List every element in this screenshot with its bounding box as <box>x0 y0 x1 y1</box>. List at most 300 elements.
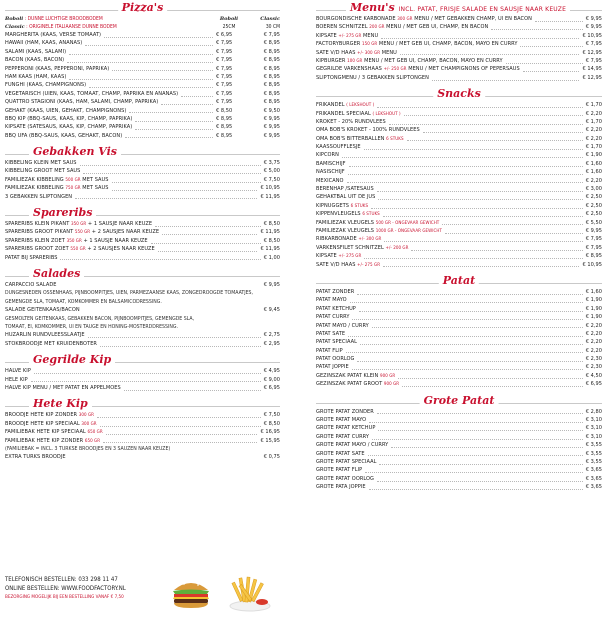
price-classic: € 9,95 <box>263 124 280 131</box>
leader-dots <box>398 378 583 379</box>
menu-row <box>5 115 280 123</box>
leader-dots <box>31 381 261 382</box>
item-price: € 11,95 <box>260 229 280 236</box>
item-price: € 1,70 <box>585 102 602 109</box>
leader-dots <box>80 165 261 166</box>
item-name <box>316 408 374 416</box>
menu-row <box>316 57 602 65</box>
grotepatat-list <box>316 408 602 492</box>
menu-row <box>316 363 602 371</box>
item-weight: +/- 275 GR <box>338 254 362 260</box>
leader-dots <box>89 87 213 88</box>
item-price: € 15,95 <box>260 437 280 444</box>
item-name-text: HELE KIP <box>5 376 28 383</box>
item-name <box>316 475 374 483</box>
leader-dots <box>100 346 261 347</box>
item-price: € 3,55 <box>585 442 602 449</box>
item-name-text: BACON (KAAS, BACON) <box>5 57 65 64</box>
item-name-text: FAMILIEBAK HETE KIP ZONDER <box>5 437 84 444</box>
leader-dots <box>378 430 583 431</box>
item-price: € 2,20 <box>585 322 602 329</box>
item-name-text: NASISCHIJF <box>316 169 345 176</box>
item-name-suffix: MENU <box>381 49 397 56</box>
item-name-text: BBQ KIP (BBQ-SAUS, KAAS, KIP, CHAMP, PAPRIKA) <box>5 115 133 122</box>
price-classic: € 8,95 <box>263 57 280 64</box>
item-name <box>316 466 362 474</box>
leader-dots <box>342 157 583 158</box>
hetekip-section <box>5 397 280 461</box>
item-name-text: HAM KAAS (HAM, KAAS) <box>5 73 67 80</box>
leader-dots <box>85 45 213 46</box>
item-price: € 2,80 <box>585 408 602 415</box>
item-price: € 12,95 <box>582 49 602 56</box>
phone-order: TELEFONISCH BESTELLEN: 033 298 11 47 <box>5 576 118 583</box>
item-name <box>5 193 72 201</box>
item-name-text: KIPSATE <box>316 253 337 260</box>
price-classic: € 8,95 <box>263 99 280 106</box>
item-name: CARPACCIO SALADE <box>5 281 57 288</box>
item-name <box>316 433 369 441</box>
menu-row <box>316 355 602 363</box>
item-name-suffix: + 2 SAUSJES NAAR KEUZE <box>91 229 160 236</box>
item-name <box>316 151 339 159</box>
menu-row <box>316 252 602 260</box>
price-classic: € 7,95 <box>263 32 280 38</box>
item-price: € 2,20 <box>585 339 602 346</box>
item-name <box>5 56 64 64</box>
item-weight: 6 STUKS <box>386 136 404 142</box>
item-price: € 9,95 <box>585 24 602 31</box>
menu-row <box>316 219 602 227</box>
item-price: € 4,95 <box>263 368 280 375</box>
col-boboli-name: Boboli <box>219 16 239 22</box>
item-name-text: BOEREN SCHNITZEL <box>316 24 368 31</box>
item-name-text: KIPNUGGETS <box>316 202 350 209</box>
item-name <box>316 143 361 151</box>
item-name-suffix: MET SAUS <box>82 176 109 183</box>
item-weight: +/- 275 GR <box>357 262 381 268</box>
item-price: € 2,30 <box>585 356 602 363</box>
item-price: € 2,95 <box>263 340 280 347</box>
geitenkaas-desc-2: TOMAAT, EI, KOMKOMMER, UI EN TAUGE EN HONING-MOSTERDDRESSING. <box>5 323 178 330</box>
menu-row <box>316 416 602 424</box>
menu-row <box>5 184 280 192</box>
leader-dots <box>112 190 257 191</box>
item-weight: 6 STUKS <box>362 212 380 218</box>
menu-row <box>316 261 602 269</box>
leader-dots <box>88 337 261 338</box>
leader-dots <box>377 413 583 414</box>
menu-row <box>5 245 280 253</box>
leader-dots <box>365 472 583 473</box>
item-name <box>5 123 132 131</box>
leader-dots <box>124 390 261 391</box>
leader-dots <box>135 129 213 130</box>
leader-dots <box>377 107 583 108</box>
hetekip-header <box>5 397 280 411</box>
item-name-suffix: + 1 SAUSJE NAAR KEUZE <box>83 237 148 244</box>
item-name-text: RIBKARBONADE <box>316 236 357 243</box>
leader-dots <box>369 489 583 490</box>
menu-row <box>316 475 602 483</box>
leader-dots <box>404 115 583 116</box>
item-weight: 900 GR <box>383 382 400 388</box>
leader-dots <box>348 336 583 337</box>
item-name <box>5 376 28 384</box>
item-name-text: BROODJE HETE KIP SPECIAAL <box>5 420 80 427</box>
item-name-text: MEXICANO <box>316 177 344 184</box>
menu-row <box>316 135 602 143</box>
menu-row <box>316 305 602 313</box>
item-name-text: GEZINSZAK PATAT GROOT <box>316 381 383 388</box>
item-name-text: GROTE PATAT MAYO <box>316 417 367 424</box>
col-classic-name: Classic <box>260 16 280 22</box>
menu-row <box>5 281 280 289</box>
vis-list <box>5 159 280 201</box>
item-name-text: HALVE KIP MENU / MET PATAT EN APPELMOES <box>5 384 121 391</box>
item-name-text: FUNGHI (KAAS, CHAMPIGNONS) <box>5 82 87 89</box>
vis-section <box>5 145 280 201</box>
item-price: € 2,20 <box>585 135 602 142</box>
item-name-text: PATAT SPECIAAL <box>316 339 357 346</box>
item-price: € 3,65 <box>585 467 602 474</box>
item-name-text: PEPPERONI (KAAS, PEPPERONI, PAPRIKA) <box>5 65 110 72</box>
item-price: € 10,95 <box>582 32 602 39</box>
item-weight: 500 GR <box>65 177 81 183</box>
kip-title: Gegrilde Kip <box>29 353 115 367</box>
item-name-text: PATAT KETCHUP <box>316 305 356 312</box>
menu-row <box>5 159 280 167</box>
leader-dots <box>346 352 583 353</box>
item-price: € 11,95 <box>260 246 280 253</box>
contact-info <box>5 575 126 602</box>
leader-dots <box>67 62 213 63</box>
item-weight: ( LEKSHOUT ) <box>346 103 375 109</box>
menu-row <box>316 23 602 31</box>
item-price: € 16,95 <box>260 429 280 436</box>
item-name-text: FRIKANDEL SPECIAAL <box>316 110 371 117</box>
item-name <box>316 177 344 185</box>
item-name <box>316 193 375 201</box>
pizza-section <box>5 1 280 140</box>
item-weight: 6 STUKS <box>350 203 369 209</box>
item-price: € 1,90 <box>585 314 602 321</box>
price-classic: € 8,95 <box>263 90 280 97</box>
item-name-suffix: MENU / MET GEBAKKEN CHAMP, UI EN BACON <box>414 16 532 22</box>
col-boboli-size: 25CM <box>222 24 236 30</box>
item-name <box>5 132 122 140</box>
menu-row <box>316 210 602 218</box>
item-price: € 11,95 <box>260 193 280 200</box>
spareribs-title: Spareribs <box>29 206 96 220</box>
menu-row <box>316 244 602 252</box>
leader-dots <box>125 137 213 138</box>
kip-header <box>5 353 280 367</box>
item-name <box>5 254 57 262</box>
menu-row <box>5 340 280 348</box>
item-name: EXTRA TURKS BROODJE <box>5 454 66 461</box>
item-name <box>316 458 376 466</box>
leader-dots <box>69 79 213 80</box>
menu-row <box>5 176 280 184</box>
leader-dots <box>407 140 583 141</box>
price-classic: € 9,95 <box>263 132 280 139</box>
menu-row <box>316 466 602 474</box>
leader-dots <box>181 96 213 97</box>
col-classic-size: 30 CM <box>265 24 280 30</box>
item-name-text: KIPSATE <box>316 32 337 39</box>
leader-dots <box>381 38 579 39</box>
menus-subtitle: INCL. PATAT, FRISJE SALADE EN SAUSJE NAAR KEUZE <box>398 6 567 13</box>
left-column <box>5 0 280 462</box>
item-name-text: GEHAKT (KAAS, UIEN, GEHAKT, CHAMPIGNONS) <box>5 107 127 114</box>
menu-row <box>5 367 280 375</box>
item-price: € 1,60 <box>585 169 602 176</box>
menu-row <box>316 185 602 193</box>
item-price: € 1,90 <box>585 297 602 304</box>
price-classic: € 9,95 <box>263 115 280 122</box>
leader-dots <box>371 208 583 209</box>
leader-dots <box>112 182 261 183</box>
item-name <box>316 185 374 193</box>
menu-row <box>316 372 602 380</box>
item-name-text: GROTE PATAT CURRY <box>316 433 369 440</box>
menu-row <box>316 424 602 432</box>
item-name-text: GROTE PATA JOPPIE <box>316 484 366 491</box>
item-weight: +/- 200 GR <box>385 245 409 251</box>
item-price: € 7,95 <box>585 244 602 251</box>
item-name-text: PATAT SATE <box>316 330 346 337</box>
leader-dots <box>411 250 583 251</box>
snacks-header <box>316 87 602 101</box>
item-name <box>316 347 343 355</box>
item-price: € 7,50 <box>263 176 280 183</box>
menu-row <box>5 453 280 461</box>
item-name <box>316 363 349 371</box>
item-price: € 3,65 <box>585 484 602 491</box>
price-boboli: € 8,95 <box>216 115 233 122</box>
legend-bodem-text: : DUNNE LUCHTIGE BROODBODEM <box>24 16 103 22</box>
salades-section <box>5 267 280 348</box>
menu-row <box>5 384 280 392</box>
item-name <box>316 261 380 270</box>
item-price: € 3,75 <box>263 160 280 167</box>
leader-dots <box>349 166 583 167</box>
leader-dots <box>106 434 257 435</box>
item-name-text: PATAT JOPPIE <box>316 364 349 371</box>
item-name-text: BERENHAP /SATESAUS <box>316 186 374 193</box>
item-price: € 1,70 <box>585 144 602 151</box>
item-weight: ( LEKSHOUT ) <box>372 111 401 117</box>
item-name <box>316 160 346 168</box>
item-price: € 2,20 <box>585 330 602 337</box>
item-name-text: HALVE KIP <box>5 368 31 375</box>
item-weight: 1000 GR - ONGEVAAR GEWICHT <box>375 228 442 234</box>
item-name <box>316 313 349 321</box>
item-name <box>5 331 85 339</box>
leader-dots <box>491 29 583 30</box>
item-name-text: BOURGONDISCHE KARBONADE <box>316 16 396 22</box>
leader-dots <box>364 258 583 259</box>
item-price: € 9,95 <box>585 227 602 234</box>
grotepatat-header <box>316 394 602 408</box>
leader-dots <box>359 311 583 312</box>
leader-dots <box>377 191 583 192</box>
item-weight: 750 GR <box>65 186 81 192</box>
menu-row <box>5 107 280 115</box>
menu-row <box>316 177 602 185</box>
item-name-text: FAMILIEZAK KIBBELING <box>5 176 64 183</box>
item-price: € 1,60 <box>585 160 602 167</box>
menu-row <box>316 193 602 201</box>
delivery-note: BEZORGING MOGELIJK BIJ EEN BESTELLING VANAF € 7,50 <box>5 595 124 600</box>
leader-dots <box>520 46 583 47</box>
menu-row <box>5 132 280 140</box>
item-name <box>316 441 388 449</box>
menu-row <box>316 235 602 243</box>
geitenkaas-desc-1: GESMOLTEN GEITENKAAS, GEBAKKEN BACON, PIJNBOOMPITJES, GEMENGDE SLA, <box>5 315 195 322</box>
leader-dots <box>112 70 213 71</box>
item-name-suffix: MENU / MET GEB UI, CHAMP, EN BACON <box>386 24 489 31</box>
item-name-suffix: MENU / MET GEB UI, CHAMP, BACON, MAYO EN CURRY <box>364 57 503 64</box>
leader-dots <box>103 442 257 443</box>
item-name-text: GEZINSZAK PATAT KLEIN <box>316 372 379 379</box>
item-weight: 150 GR <box>362 42 378 48</box>
menu-row <box>316 322 602 330</box>
menu-row <box>5 376 280 384</box>
carpaccio-desc-1: DUNGESNEDEN OSSENHAAS, PIJNBOOMPITJES, UIEN, PARMEZAANSE KAAS, ZONGEDROOGDE TOMAATJES, <box>5 290 253 297</box>
price-boboli: € 8,95 <box>216 124 233 131</box>
salades-header <box>5 267 280 281</box>
item-name-text: SPARERIBS GROOT PIKANT <box>5 229 74 236</box>
item-price: € 10,95 <box>582 261 602 268</box>
item-name <box>316 126 420 134</box>
item-name-text: GROTE PATAT ZONDER <box>316 408 374 415</box>
item-price: € 3,55 <box>585 450 602 457</box>
menu-row <box>316 450 602 458</box>
leader-dots <box>445 233 583 234</box>
item-name <box>5 39 82 47</box>
item-name-text: SALAMI (KAAS, SALAMI) <box>5 48 67 55</box>
fries-image <box>226 572 272 612</box>
online-order[interactable]: ONLINE BESTELLEN: WWW.FOODFACTORY.NL <box>5 585 126 592</box>
item-name-text: PATAT MAYO <box>316 297 347 304</box>
item-name-text: BROODJE HETE KIP ZONDER <box>5 412 78 419</box>
item-weight: 200 GR <box>369 25 385 31</box>
item-name-text: OMA BOB'S BITTERBALLEN <box>316 135 385 142</box>
item-name-text: PATAT OORLOG <box>316 356 355 363</box>
item-name-text: QUATTRO STAGIONI (KAAS, HAM, SALAMI, CHAMP, PAPRIKA) <box>5 99 159 106</box>
item-name <box>316 305 356 313</box>
item-name-suffix: MENU / MET CHAMPIGNONS OF PEPERSAUS <box>408 66 520 73</box>
leader-dots <box>357 294 583 295</box>
price-classic: € 8,95 <box>263 82 280 89</box>
item-name-text: SPARERIBS KLEIN ZOET <box>5 237 65 244</box>
item-price: € 3,10 <box>585 425 602 432</box>
item-name <box>5 167 80 175</box>
menu-row <box>316 380 602 388</box>
menu-row <box>316 288 602 296</box>
price-boboli: € 8,95 <box>216 132 233 139</box>
menu-row <box>316 151 602 159</box>
price-boboli: € 7,95 <box>216 73 233 80</box>
leader-dots <box>379 464 583 465</box>
item-name <box>5 65 109 73</box>
leader-dots <box>60 259 261 260</box>
item-name-text: PATAT CURRY <box>316 314 350 321</box>
pizza-legend <box>5 15 117 31</box>
item-name-text: FAMILIEBAK HETE KIP SPECIAAL <box>5 429 86 436</box>
menu-row <box>316 441 602 449</box>
item-name-text: GROTE PATAT SATE <box>316 450 365 457</box>
item-name <box>316 288 354 296</box>
item-price: € 9,45 <box>263 307 280 314</box>
item-name <box>5 367 31 375</box>
item-name <box>5 73 66 81</box>
leader-dots <box>383 266 579 267</box>
leader-dots <box>34 373 261 374</box>
item-name-text: GEGRILDE VARKENSHAAS <box>316 66 382 73</box>
pizza-title: Pizza's <box>118 1 168 15</box>
item-weight: +/- 300 GR <box>358 237 382 243</box>
item-name-text: GROTE PATAT SPECIAAL <box>316 458 377 465</box>
leader-dots <box>369 422 583 423</box>
item-name-text: KAASSOUFFLESJE <box>316 144 361 151</box>
item-name <box>316 355 354 363</box>
item-price: € 6,95 <box>263 384 280 391</box>
item-weight: +/- 300 GR <box>357 50 381 56</box>
leader-dots <box>104 37 213 38</box>
leader-dots <box>384 241 583 242</box>
item-name <box>316 322 369 330</box>
item-name <box>5 340 97 348</box>
menu-row <box>316 458 602 466</box>
spareribs-section <box>5 206 280 262</box>
leader-dots <box>352 369 583 370</box>
item-name <box>316 380 399 389</box>
leader-dots <box>423 132 583 133</box>
menus-section <box>316 1 602 82</box>
snacks-title: Snacks <box>433 87 485 101</box>
item-name <box>316 74 429 82</box>
item-weight: 100 GR <box>347 58 363 64</box>
item-name <box>316 416 366 424</box>
snacks-section <box>316 87 602 269</box>
col-classic-head <box>250 15 280 31</box>
item-name-text: KIBBELING GROOT MET SAUS <box>5 168 81 175</box>
leader-dots <box>432 80 579 81</box>
menu-row <box>5 123 280 131</box>
item-name-text: PATAT MAYO / CURRY <box>316 322 369 329</box>
menu-row <box>5 237 280 245</box>
menu-row <box>316 15 602 23</box>
item-name-text: HAWAII (HAM, KAAS, ANANAS) <box>5 40 83 47</box>
item-name-suffix: + 2 SAUSJES NAAR KEUZE <box>87 246 155 253</box>
item-name-text: SATE V/D HAAS <box>316 261 356 268</box>
menu-row <box>5 437 280 445</box>
item-weight: 300 GR <box>78 413 95 419</box>
item-name-text: BAMISCHIJF <box>316 160 346 167</box>
leader-dots <box>368 455 583 456</box>
item-name-suffix: MET SAUS <box>82 185 109 192</box>
menu-row <box>316 65 602 73</box>
leader-dots <box>350 302 583 303</box>
item-name-text: KIBBELING KLEIN MET SAUS <box>5 160 77 167</box>
item-price: € 3,55 <box>585 458 602 465</box>
pizza-list <box>5 31 280 140</box>
menu-row <box>5 39 280 47</box>
menu-row <box>5 90 280 98</box>
